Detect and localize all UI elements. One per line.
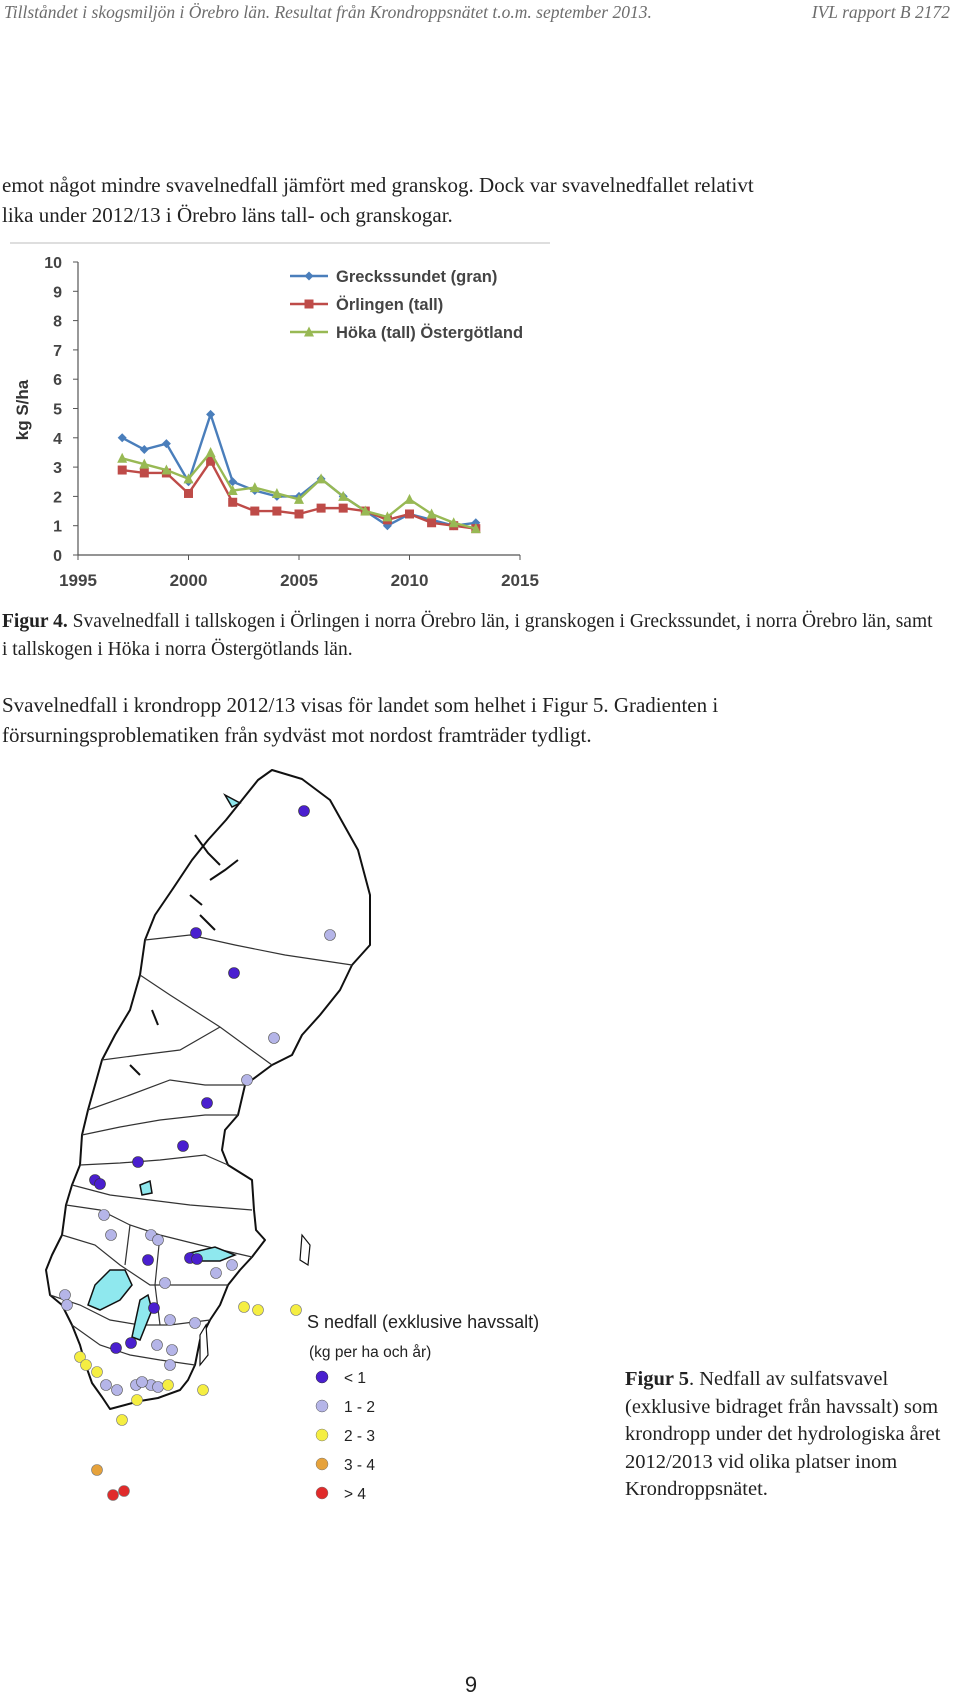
legend-label-2: 1 - 2 — [344, 1399, 376, 1416]
data-point — [228, 498, 237, 507]
gotland — [300, 1235, 310, 1265]
y-tick-label: 4 — [53, 430, 62, 448]
data-point — [339, 504, 348, 513]
text-line: emot något mindre svavelnedfall jämfört med granskog. Dock var svavelnedfallet relativt — [2, 173, 754, 197]
data-point — [272, 507, 281, 516]
report-number: IVL rapport B 2172 — [811, 2, 950, 22]
site-marker — [211, 1268, 222, 1279]
y-tick-label: 2 — [53, 489, 62, 507]
legend-label: Greckssundet (gran) — [336, 268, 498, 286]
x-tick-label: 1995 — [59, 571, 97, 590]
legend-label-4: 3 - 4 — [344, 1457, 376, 1474]
site-marker — [269, 1033, 280, 1044]
legend-label: Örlingen (tall) — [336, 296, 444, 314]
x-tick-label: 2000 — [169, 571, 208, 590]
site-marker — [60, 1290, 71, 1301]
data-point — [206, 410, 215, 419]
data-point — [405, 494, 415, 504]
figure-5-caption — [625, 1366, 955, 1504]
sulfur-deposition-line-chart — [0, 240, 560, 600]
site-marker — [165, 1315, 176, 1326]
text-line: lika under 2012/13 i Örebro läns tall- och granskogar. — [2, 203, 453, 227]
data-point — [427, 508, 437, 518]
x-tick-label: 2005 — [280, 571, 318, 590]
site-marker — [112, 1385, 123, 1396]
figure-5-text: . Nedfall av sulfatsvavel (exklusive bidraget från havssalt) som krondropp under det hydrologiska året 2012/2013 vid olika platser inom Krondroppsnätet. — [625, 1368, 941, 1500]
site-marker — [92, 1465, 103, 1476]
site-marker — [99, 1210, 110, 1221]
legend-subtitle: (kg per ha och år) — [309, 1344, 432, 1361]
legend-marker — [305, 272, 314, 281]
legend-swatch-2 — [316, 1400, 328, 1412]
site-marker — [149, 1303, 160, 1314]
sweden-deposition-map — [40, 765, 600, 1525]
site-marker — [192, 1254, 203, 1265]
site-marker — [106, 1230, 117, 1241]
site-marker — [126, 1338, 137, 1349]
data-point — [295, 509, 304, 518]
text-line: Svavelnedfall i krondropp 2012/13 visas för landet som helhet i Figur 5. Gradienten i — [2, 693, 719, 717]
site-marker — [160, 1278, 171, 1289]
site-marker — [95, 1179, 106, 1190]
data-point — [427, 518, 436, 527]
site-marker — [202, 1098, 213, 1109]
legend-swatch-1 — [316, 1371, 328, 1383]
site-marker — [165, 1360, 176, 1371]
y-axis-label: kg S/ha — [13, 379, 32, 441]
site-marker — [143, 1255, 154, 1266]
sites-3-to-4 — [92, 1465, 103, 1476]
site-marker — [198, 1385, 209, 1396]
intro-paragraph — [2, 170, 932, 230]
site-marker — [117, 1415, 128, 1426]
legend-marker — [305, 300, 314, 309]
site-marker — [152, 1340, 163, 1351]
site-marker — [325, 930, 336, 941]
legend-swatch-3 — [316, 1429, 328, 1441]
data-point — [184, 489, 193, 498]
legend-swatch-5 — [316, 1487, 328, 1499]
legend-label: Höka (tall) Östergötland — [336, 324, 524, 342]
y-tick-label: 9 — [53, 284, 62, 302]
y-tick-label: 8 — [53, 313, 62, 331]
site-marker — [299, 806, 310, 817]
y-tick-label: 6 — [53, 372, 62, 390]
map-legend — [307, 1312, 539, 1503]
site-marker — [167, 1345, 178, 1356]
site-marker — [133, 1157, 144, 1168]
page-number: 9 — [464, 1672, 478, 1697]
y-tick-label: 0 — [53, 548, 62, 565]
data-point — [118, 433, 127, 442]
data-point — [140, 468, 149, 477]
site-marker — [119, 1486, 130, 1497]
data-point — [140, 445, 149, 454]
site-marker — [153, 1235, 164, 1246]
site-marker — [229, 968, 240, 979]
header-title: Tillståndet i skogsmiljön i Örebro län. Resultat från Krondroppsnätet t.o.m. september 2013. — [4, 2, 652, 22]
figure-4-text: Svavelnedfall i tallskogen i Örlingen i norra Örebro län, i granskogen i Greckssundet, i norra Örebro län, samt i tallskogen i Höka i norra Östergötlands län. — [2, 611, 933, 660]
site-marker — [190, 1318, 201, 1329]
site-marker — [191, 928, 202, 939]
site-marker — [163, 1380, 174, 1391]
x-tick-label: 2015 — [501, 571, 539, 590]
paragraph-2 — [2, 690, 932, 750]
site-marker — [153, 1382, 164, 1393]
site-marker — [92, 1367, 103, 1378]
legend-title: S nedfall (exklusive havssalt) — [307, 1312, 540, 1332]
site-marker — [101, 1380, 112, 1391]
site-marker — [132, 1395, 143, 1406]
data-point — [317, 504, 326, 513]
site-marker — [239, 1302, 250, 1313]
site-marker — [81, 1360, 92, 1371]
data-point — [405, 509, 414, 518]
data-point — [117, 453, 127, 463]
legend-label-3: 2 - 3 — [344, 1428, 376, 1445]
site-marker — [253, 1305, 264, 1316]
sites-above-4 — [108, 1486, 130, 1501]
site-marker — [111, 1343, 122, 1354]
text-line: försurningsproblematiken från sydväst mot nordost framträder tydligt. — [2, 723, 592, 747]
y-tick-label: 10 — [44, 255, 62, 272]
data-point — [206, 447, 216, 457]
running-header — [4, 2, 950, 28]
x-tick-label: 2010 — [390, 571, 429, 590]
figure-5-label: Figur 5 — [625, 1368, 689, 1390]
y-tick-label: 7 — [53, 342, 62, 360]
site-marker — [62, 1300, 73, 1311]
legend-label-1: < 1 — [344, 1370, 366, 1387]
site-marker — [137, 1377, 148, 1388]
data-point — [118, 466, 127, 475]
site-marker — [291, 1305, 302, 1316]
y-tick-label: 3 — [53, 460, 62, 478]
legend-swatch-4 — [316, 1458, 328, 1470]
site-marker — [242, 1075, 253, 1086]
site-marker — [227, 1260, 238, 1271]
figure-4-label: Figur 4. — [2, 611, 68, 632]
site-marker — [178, 1141, 189, 1152]
legend-label-5: > 4 — [344, 1486, 366, 1503]
site-marker — [108, 1490, 119, 1501]
figure-4-caption — [2, 608, 942, 664]
y-tick-label: 5 — [53, 401, 62, 419]
data-point — [250, 507, 259, 516]
y-tick-label: 1 — [53, 518, 62, 536]
